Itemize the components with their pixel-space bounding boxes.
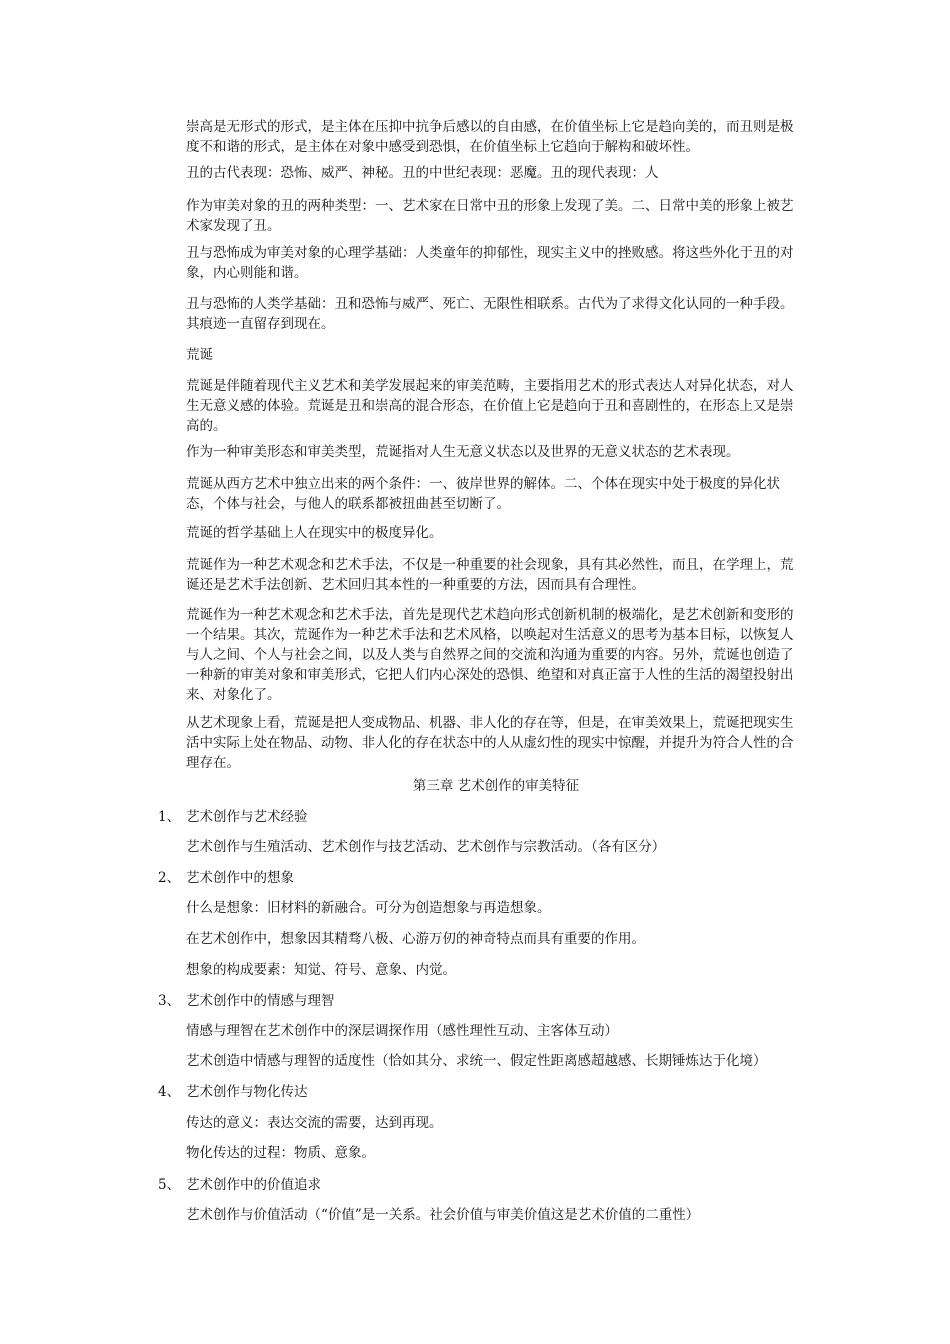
paragraph-absurd-phenomenon: 从艺术现象上看，荒诞是把人变成物品、机器、非人化的存在等，但是，在审美效果上，荒诞把现实生活中实际上处在物品、动物、非人化的存在状态中的人从虚幻性的现实中惊醒，并提升为符合人性的合理存在。 — [186, 715, 794, 771]
paragraph-sublime-ugly: 崇高是无形式的形式，是主体在压抑中抗争后感以的自由感，在价值坐标上它是趋向美的，而丑则是极度不和谐的形式，是主体在对象中感受到恐惧，在价值坐标上它趋向于解构和破坏性。 — [186, 119, 794, 155]
section-line: 艺术创作与价值活动（“价值”是一关系。社会价值与审美价值这是艺术价值的二重性） — [186, 1207, 700, 1223]
section-title: 艺术创作与物化传达 — [186, 1084, 308, 1100]
paragraph-absurd-innovation: 荒诞作为一种艺术观念和艺术手法，首先是现代艺术趋向形式创新机制的极端化，是艺术创新和变形的一个结果。其次，荒诞作为一种艺术手法和艺术风格，以唤起对生活意义的思考为基本目标，以恢复人与人之间、个人与社会之间，以及人类与自然界之间的交流和沟通为重要的内容。另外，荒诞也创造了一种新的审美对象和审美形式，它把人们内心深处的恐惧、绝望和对真正富于人性的生活的渴望投射出来、对象化了。 — [186, 607, 794, 703]
section-number: 2、 — [158, 870, 181, 886]
section-title: 艺术创作中的价值追求 — [186, 1177, 321, 1193]
section-number: 5、 — [158, 1177, 181, 1193]
section-title: 艺术创作与艺术经验 — [186, 809, 308, 825]
section-line: 物化传达的过程：物质、意象。 — [186, 1145, 375, 1161]
section-line: 艺术创造中情感与理智的适度性（恰如其分、求统一、假定性距离感超越感、长期锤炼达于化境） — [186, 1053, 767, 1069]
section-line: 艺术创作与生殖活动、艺术创作与技艺活动、艺术创作与宗教活动。（各有区分） — [186, 839, 666, 855]
paragraph-anthropology-basis: 丑与恐怖的人类学基础：丑和恐怖与威严、死亡、无限性相联系。古代为了求得文化认同的一种手段。其痕迹一直留存到现在。 — [186, 296, 794, 332]
paragraph-ugly-types: 作为审美对象的丑的两种类型：一、艺术家在日常中丑的形象上发现了美。二、日常中美的形象上被艺术家发现了丑。 — [186, 198, 794, 234]
section-number: 3、 — [158, 993, 181, 1009]
paragraph-ugly-expressions: 丑的古代表现：恐怖、威严、神秘。丑的中世纪表现：恶魔。丑的现代表现：人 — [186, 165, 659, 181]
chapter-title: 第三章 艺术创作的审美特征 — [412, 778, 580, 794]
section-number: 4、 — [158, 1084, 181, 1100]
section-number: 1、 — [158, 809, 181, 825]
paragraph-psychology-basis: 丑与恐怖成为审美对象的心理学基础：人类童年的抑郁性，现实主义中的挫败感。将这些外化于丑的对象，内心则能和谐。 — [186, 245, 794, 281]
paragraph-absurd-conditions: 荒诞从西方艺术中独立出来的两个条件：一、彼岸世界的解体。二、个体在现实中处于极度的异化状态，个体与社会，与他人的联系都被扭曲甚至切断了。 — [186, 476, 780, 512]
paragraph-absurd-philosophy: 荒诞的哲学基础上人在现实中的极度异化。 — [186, 525, 443, 541]
section-title: 艺术创作中的情感与理智 — [186, 993, 335, 1009]
section-title: 艺术创作中的想象 — [186, 870, 294, 886]
section-line: 想象的构成要素：知觉、符号、意象、内觉。 — [186, 962, 456, 978]
section-line: 情感与理智在艺术创作中的深层调探作用（感性理性互动、主客体互动） — [186, 1023, 618, 1039]
section-line: 传达的意义：表达交流的需要，达到再现。 — [186, 1115, 443, 1131]
paragraph-absurd-rationality: 荒诞作为一种艺术观念和艺术手法，不仅是一种重要的社会现象，具有其必然性，而且，在学理上，荒诞还是艺术手法创新、艺术回归其本性的一种重要的方法，因而具有合理性。 — [186, 557, 794, 593]
paragraph-absurd-definition: 荒诞是伴随着现代主义艺术和美学发展起来的审美范畴，主要指用艺术的形式表达人对异化状态，对人生无意义感的体验。荒诞是丑和崇高的混合形态，在价值上它是趋向于丑和喜剧性的，在形态上又是崇高的。 — [186, 378, 794, 434]
section-heading-absurd: 荒诞 — [186, 347, 213, 363]
section-line: 在艺术创作中，想象因其精骛八极、心游万仞的神奇特点而具有重要的作用。 — [186, 931, 645, 947]
section-line: 什么是想象：旧材料的新融合。可分为创造想象与再造想象。 — [186, 900, 551, 916]
paragraph-absurd-aesthetic-form: 作为一种审美形态和审美类型，荒诞指对人生无意义状态以及世界的无意义状态的艺术表现。 — [186, 444, 740, 460]
